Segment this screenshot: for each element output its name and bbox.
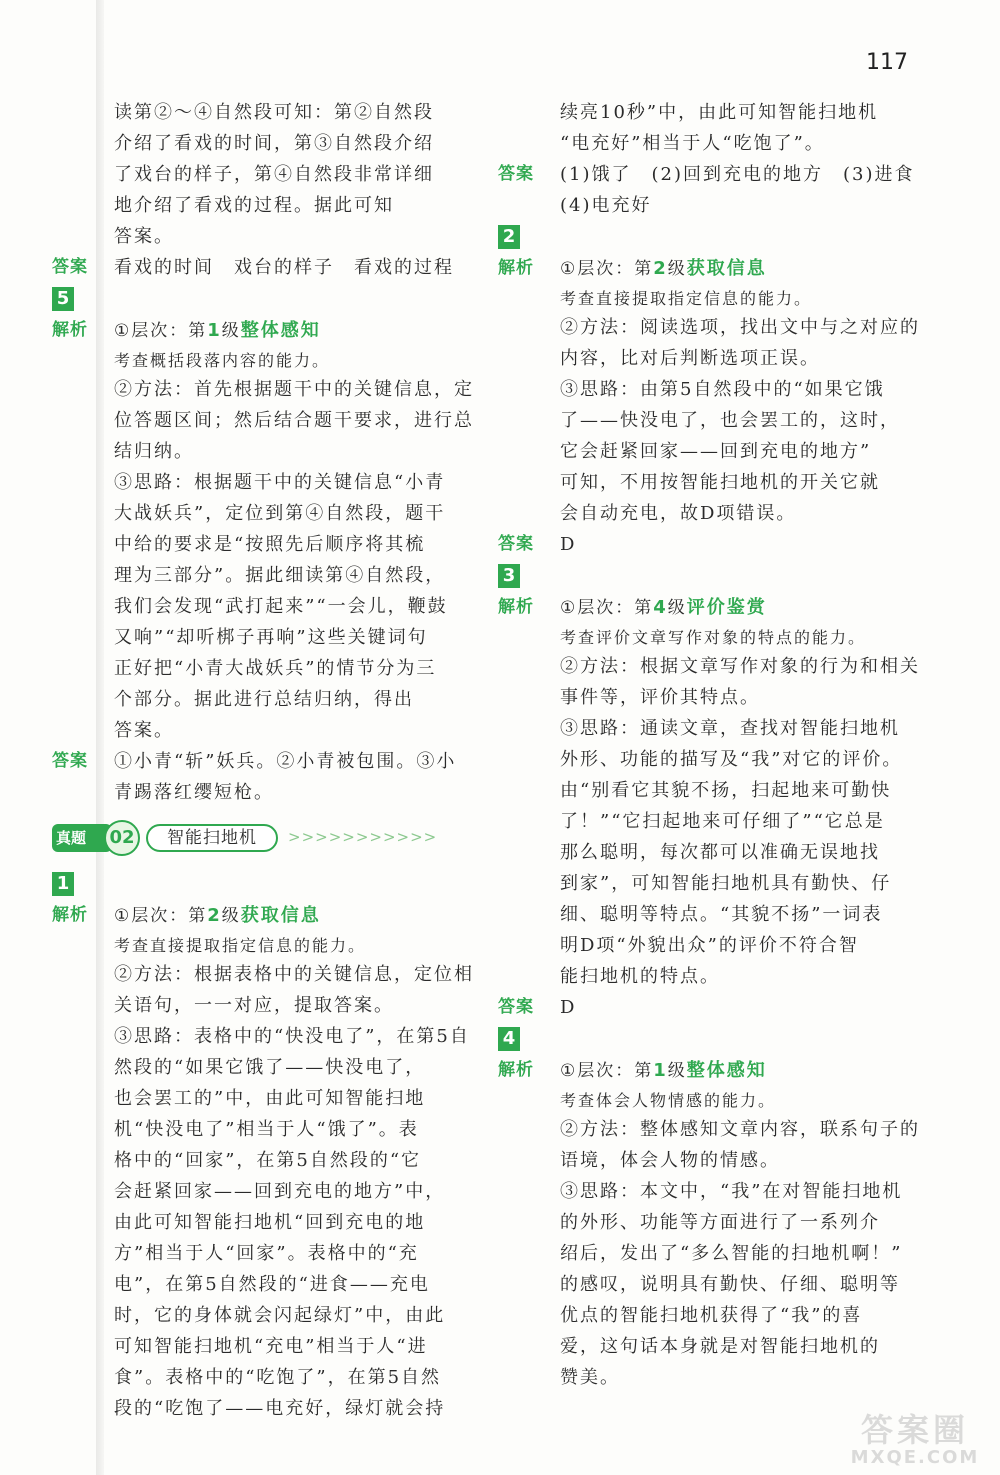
level-mid: 级 <box>667 598 687 618</box>
section-title: 智能扫地机 <box>146 824 278 852</box>
level-mid: 级 <box>667 259 687 279</box>
text-line: 语境，体会人物的情感。 <box>560 1150 780 1171</box>
text-line: 答案。 <box>114 720 174 741</box>
text-line: 它会赶紧回家——回到充电的地方” <box>560 441 872 462</box>
ability-text: 考查直接提取指定信息的能力。 <box>560 289 813 308</box>
answer-row-q3 <box>498 992 918 1023</box>
text-line: “电充好”相当于人“吃饱了”。 <box>560 133 825 154</box>
text-line: 能扫地机的特点。 <box>560 966 720 987</box>
text-line: 优点的智能扫地机获得了“我”的喜 <box>560 1305 863 1326</box>
analysis-label: 解析 <box>52 320 88 340</box>
text-line: 又响”“却听梆子再响”这些关键词句 <box>114 627 428 648</box>
answer-text: (4)电充好 <box>560 195 652 216</box>
question-number-2: 2 <box>498 225 520 249</box>
analysis-q2 <box>498 253 918 529</box>
text-line: 个部分。据此进行总结归纳，得出 <box>114 689 414 710</box>
analysis-label: 解析 <box>498 1060 534 1080</box>
level-prefix: ①层次：第 <box>560 598 654 618</box>
answer-text: D <box>560 997 577 1018</box>
text-line: 我们会发现“武打起来”“一会儿，鞭鼓 <box>114 596 448 617</box>
text-line: 了戏台的样子，第④自然段非常详细 <box>114 164 434 185</box>
level-prefix: ①层次：第 <box>114 321 208 341</box>
text-line: 细、聪明等特点。“其貌不扬”一词表 <box>560 904 883 925</box>
text-line: 食”。表格中的“吃饱了”，在第5自然 <box>114 1367 442 1388</box>
level-name: 整体感知 <box>240 320 321 341</box>
ability-text: 考查概括段落内容的能力。 <box>114 351 331 370</box>
level-name: 获取信息 <box>240 905 321 926</box>
level-number: 1 <box>207 320 222 341</box>
answer-label: 答案 <box>52 751 88 771</box>
text-line: 的感叹，说明具有勤快、仔细、聪明等 <box>560 1274 900 1295</box>
page-number: 117 <box>866 50 908 75</box>
right-column <box>498 97 918 1393</box>
text-line: 方”相当于人“回家”。表格中的“充 <box>114 1243 419 1264</box>
level-number: 2 <box>207 905 222 926</box>
text-line: 那么聪明，每次都可以准确无误地找 <box>560 842 880 863</box>
text-line: 理为三部分”。据此细读第④自然段， <box>114 565 446 586</box>
text-line: 介绍了看戏的时间，第③自然段介绍 <box>114 133 434 154</box>
text-line: 电”，在第5自然段的“进食——充电 <box>114 1274 430 1295</box>
q1-analysis-continuation <box>498 97 918 159</box>
level-number: 4 <box>653 597 668 618</box>
text-line: 段的“吃饱了——电充好，绿灯就会持 <box>114 1398 446 1419</box>
analysis-label: 解析 <box>498 258 534 278</box>
question-number-5: 5 <box>52 287 74 311</box>
text-line: 续亮10秒”中，由此可知智能扫地机 <box>560 102 879 123</box>
level-prefix: ①层次：第 <box>560 1061 654 1081</box>
level-mid: 级 <box>221 906 241 926</box>
question-number-3: 3 <box>498 564 520 588</box>
text-line: ②方法：阅读选项，找出文中与之对应的 <box>560 317 920 338</box>
answer-text: 青踢落红缨短枪。 <box>114 782 274 803</box>
answer-label: 答案 <box>52 257 88 277</box>
text-line: 事件等，评价其特点。 <box>560 687 760 708</box>
text-line: 绍后，发出了“多么智能的扫地机啊！” <box>560 1243 903 1264</box>
level-name: 整体感知 <box>686 1060 767 1081</box>
text-line: 的外形、功能等方面进行了一系列介 <box>560 1212 880 1233</box>
text-line: 会赶紧回家——回到充电的地方”中， <box>114 1181 446 1202</box>
text-line: ③思路：表格中的“快没电了”，在第5自 <box>114 1026 470 1047</box>
watermark-logo-text: 答案圈 <box>860 1411 969 1449</box>
text-line: ②方法：首先根据题干中的关键信息，定 <box>114 379 474 400</box>
answer-row <box>52 252 472 283</box>
answer-text: D <box>560 534 577 555</box>
text-line: ②方法：整体感知文章内容，联系句子的 <box>560 1119 920 1140</box>
section-arrows: >>>>>>>>>>> <box>288 828 438 846</box>
left-column <box>52 97 472 1424</box>
level-mid: 级 <box>221 321 241 341</box>
analysis-q3 <box>498 592 918 992</box>
answer-text: 看戏的时间 戏台的样子 看戏的过程 <box>114 257 454 278</box>
text-line: 会自动充电，故D项错误。 <box>560 503 797 524</box>
text-line: 答案。 <box>114 226 174 247</box>
level-mid: 级 <box>667 1061 687 1081</box>
text-line: 可知，不用按智能扫地机的开关它就 <box>560 472 880 493</box>
text-line: 关语句，一一对应，提取答案。 <box>114 995 394 1016</box>
text-line: ②方法：根据表格中的关键信息，定位相 <box>114 964 474 985</box>
text-line: 大战妖兵”，定位到第④自然段，题干 <box>114 503 446 524</box>
text-line: 由此可知智能扫地机“回到充电的地 <box>114 1212 426 1233</box>
previous-analysis-continuation <box>52 97 472 252</box>
level-name: 获取信息 <box>686 258 767 279</box>
answer-row-q2 <box>498 529 918 560</box>
analysis-label: 解析 <box>498 597 534 617</box>
answer-label: 答案 <box>498 164 534 184</box>
section-number: 02 <box>104 820 140 856</box>
text-line: 然段的“如果它饿了——快没电了， <box>114 1057 426 1078</box>
ability-text: 考查体会人物情感的能力。 <box>560 1091 777 1110</box>
text-line: 内容，比对后判断选项正误。 <box>560 348 820 369</box>
text-line: ③思路：本文中，“我”在对智能扫地机 <box>560 1181 903 1202</box>
text-line: 时，它的身体就会闪起绿灯”中，由此 <box>114 1305 446 1326</box>
text-line: 了——快没电了，也会罢工的，这时， <box>560 410 900 431</box>
watermark <box>840 1405 990 1468</box>
text-line: 机“快没电了”相当于人“饿了”。表 <box>114 1119 419 1140</box>
analysis-q4 <box>498 1055 918 1393</box>
text-line: 也会罢工的”中，由此可知智能扫地 <box>114 1088 426 1109</box>
text-line: ③思路：由第5自然段中的“如果它饿 <box>560 379 885 400</box>
text-line: 明D项“外貌出众”的评价不符合智 <box>560 935 859 956</box>
question-number-4: 4 <box>498 1027 520 1051</box>
text-line: ③思路：通读文章，查找对智能扫地机 <box>560 718 900 739</box>
answer-row-q5 <box>52 746 472 808</box>
level-number: 2 <box>653 258 668 279</box>
text-line: 可知智能扫地机“充电”相当于人“进 <box>114 1336 428 1357</box>
text-line: ③思路：根据题干中的关键信息“小青 <box>114 472 446 493</box>
text-line: ②方法：根据文章写作对象的行为和相关 <box>560 656 920 677</box>
level-name: 评价鉴赏 <box>686 597 767 618</box>
text-line: 由“别看它其貌不扬，扫起地来可勤快 <box>560 780 892 801</box>
analysis-label: 解析 <box>52 905 88 925</box>
text-line: 外形、功能的描写及“我”对它的评价。 <box>560 749 903 770</box>
section-tag: 真题 <box>52 824 112 852</box>
answer-text: ①小青“斩”妖兵。②小青被包围。③小 <box>114 751 457 772</box>
answer-text: (1)饿了 (2)回到充电的地方 (3)进食 <box>560 164 915 185</box>
text-line: 结归纳。 <box>114 441 194 462</box>
text-line: 正好把“小青大战妖兵”的情节分为三 <box>114 658 437 679</box>
text-line: 赞美。 <box>560 1367 620 1388</box>
text-line: 爱，这句话本身就是对智能扫地机的 <box>560 1336 880 1357</box>
analysis-q5 <box>52 315 472 746</box>
answer-row-q1 <box>498 159 918 221</box>
text-line: 到家”，可知智能扫地机具有勤快、仔 <box>560 873 892 894</box>
text-line: 了！”“它扫起地来可仔细了”“它总是 <box>560 811 885 832</box>
answer-label: 答案 <box>498 997 534 1017</box>
question-number-1: 1 <box>52 872 74 896</box>
text-line: 格中的“回家”，在第5自然段的“它 <box>114 1150 422 1171</box>
text-line: 位答题区间；然后结合题干要求，进行总 <box>114 410 474 431</box>
level-prefix: ①层次：第 <box>114 906 208 926</box>
analysis-q1 <box>52 900 472 1424</box>
watermark-url: MXQE.COM <box>850 1447 980 1468</box>
text-line: 地介绍了看戏的过程。据此可知 <box>114 195 394 216</box>
section-banner <box>52 820 472 858</box>
level-number: 1 <box>653 1060 668 1081</box>
ability-text: 考查评价文章写作对象的特点的能力。 <box>560 628 867 647</box>
text-line: 中给的要求是“按照先后顺序将其梳 <box>114 534 426 555</box>
text-line: 读第②～④自然段可知：第②自然段 <box>114 102 434 123</box>
level-prefix: ①层次：第 <box>560 259 654 279</box>
answer-label: 答案 <box>498 534 534 554</box>
ability-text: 考查直接提取指定信息的能力。 <box>114 936 367 955</box>
